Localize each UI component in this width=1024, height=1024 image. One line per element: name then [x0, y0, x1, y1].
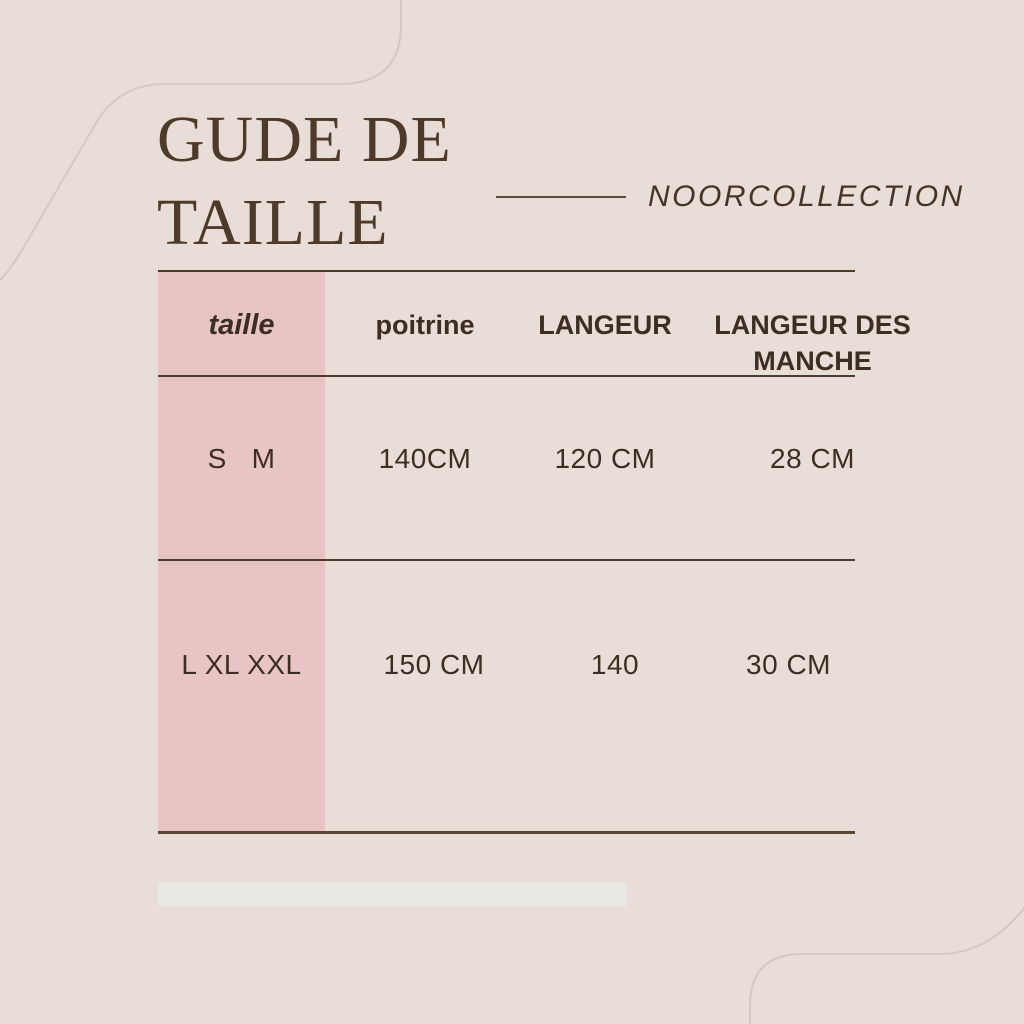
page-title — [157, 98, 452, 264]
table-cell-manche-lxlxxl: 30 CM — [746, 649, 831, 680]
column-header-poitrine: poitrine — [375, 310, 475, 340]
column-header-langeur: LANGEUR — [538, 310, 672, 340]
table-bottom-line — [158, 831, 855, 834]
page-title-line2: TAILLE — [157, 186, 389, 259]
taille-column-highlight — [158, 271, 325, 833]
brand-name: NOORCOLLECTION — [648, 180, 965, 213]
table-cell-langeur-sm: 120 CM — [554, 443, 656, 474]
column-header-taille: taille — [208, 309, 275, 341]
table-row-separator-line — [158, 559, 855, 561]
table-top-line — [158, 270, 855, 272]
brand-divider-line — [496, 196, 626, 198]
table-cell-poitrine-lxlxxl: 150 CM — [383, 649, 485, 680]
table-cell-poitrine-sm: 140CM — [378, 443, 472, 474]
decorative-curve-bottom-right — [680, 860, 1024, 1024]
brand-row — [496, 180, 965, 214]
page-title-line1: GUDE DE — [157, 103, 452, 176]
column-header-langeur-des-manche: LANGEUR DES MANCHE — [714, 310, 911, 376]
table-cell-manche-sm: 28 CM — [770, 443, 855, 474]
table-cell-size-lxlxxl: L XL XXL — [181, 649, 302, 680]
table-cell-langeur-lxlxxl: 140 — [590, 649, 640, 680]
table-cell-size-sm: S M — [207, 443, 276, 474]
footer-highlight-bar — [158, 883, 627, 906]
